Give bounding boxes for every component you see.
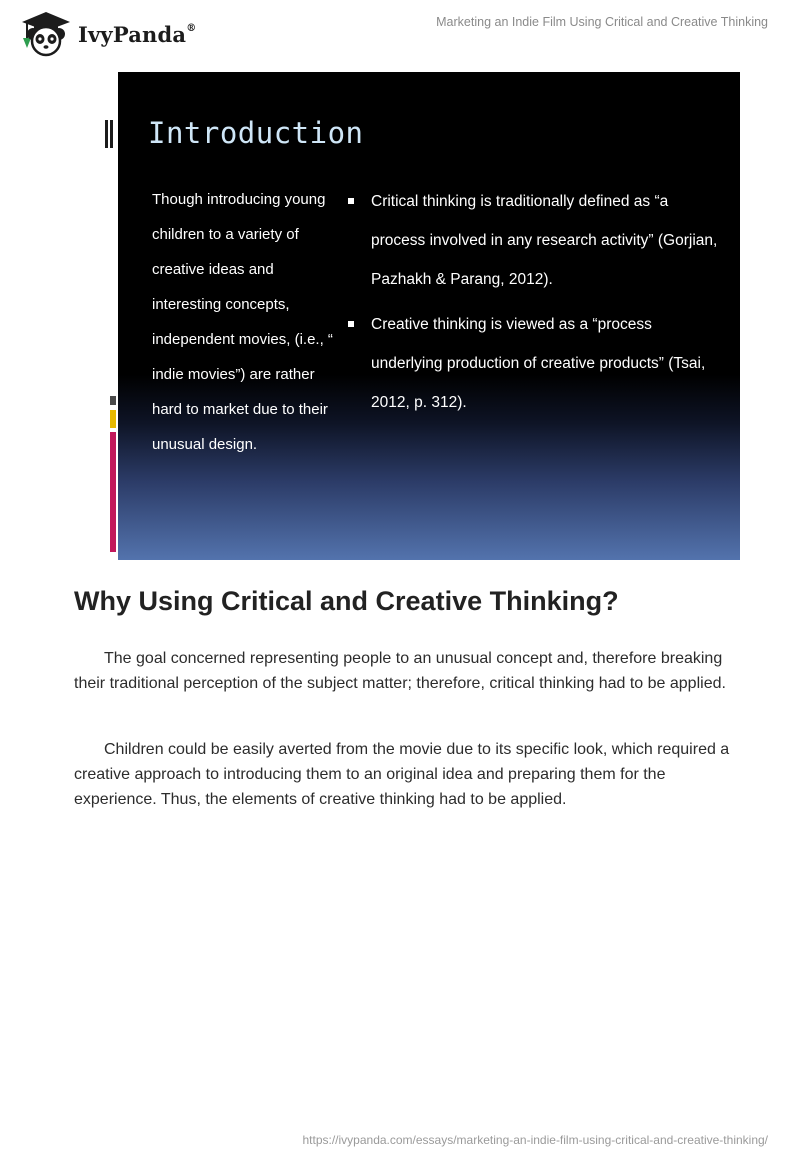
document-title: Marketing an Indie Film Using Critical and Creative Thinking <box>436 15 768 29</box>
panda-graduate-icon <box>16 8 74 58</box>
section-heading: Why Using Critical and Creative Thinking? <box>74 586 619 616</box>
footer-url[interactable]: https://ivypanda.com/essays/marketing-an-indie-film-using-critical-and-creative-thinking/ <box>302 1133 768 1147</box>
slide-title: Introduction <box>148 116 364 150</box>
slide-decoration <box>104 120 118 560</box>
slide-bullet: Critical thinking is traditionally defined as “a process involved in any research activity” (Gorjian, Pazhakh & Parang, 2012). <box>348 182 718 299</box>
square-bullet-icon <box>348 198 354 204</box>
paragraph: The goal concerned representing people to an unusual concept and, therefore breaking their traditional perception of the subject matter; therefore, critical thinking had to be applied. <box>74 650 726 692</box>
logo[interactable] <box>16 8 196 58</box>
slide-bullet: Creative thinking is viewed as a “process underlying production of creative products” (Tsai, 2012, p. 312). <box>348 305 718 422</box>
brand-name: IvyPanda® <box>78 21 197 47</box>
square-bullet-icon <box>348 321 354 327</box>
slide-image <box>104 72 744 562</box>
paragraph: Children could be easily averted from the movie due to its specific look, which required a creative approach to introducing them to an original idea and preparing them for the experience. Thus, the elements of creative thinking had to be applied. <box>74 741 730 808</box>
slide-panel <box>118 72 740 560</box>
slide-intro-text: Though introducing young children to a variety of creative ideas and interesting concepts, independent movies, (i.e., “ indie movies”) are rather hard to market due to their unusual design. <box>152 191 333 453</box>
slide-bullet-list <box>348 182 718 428</box>
